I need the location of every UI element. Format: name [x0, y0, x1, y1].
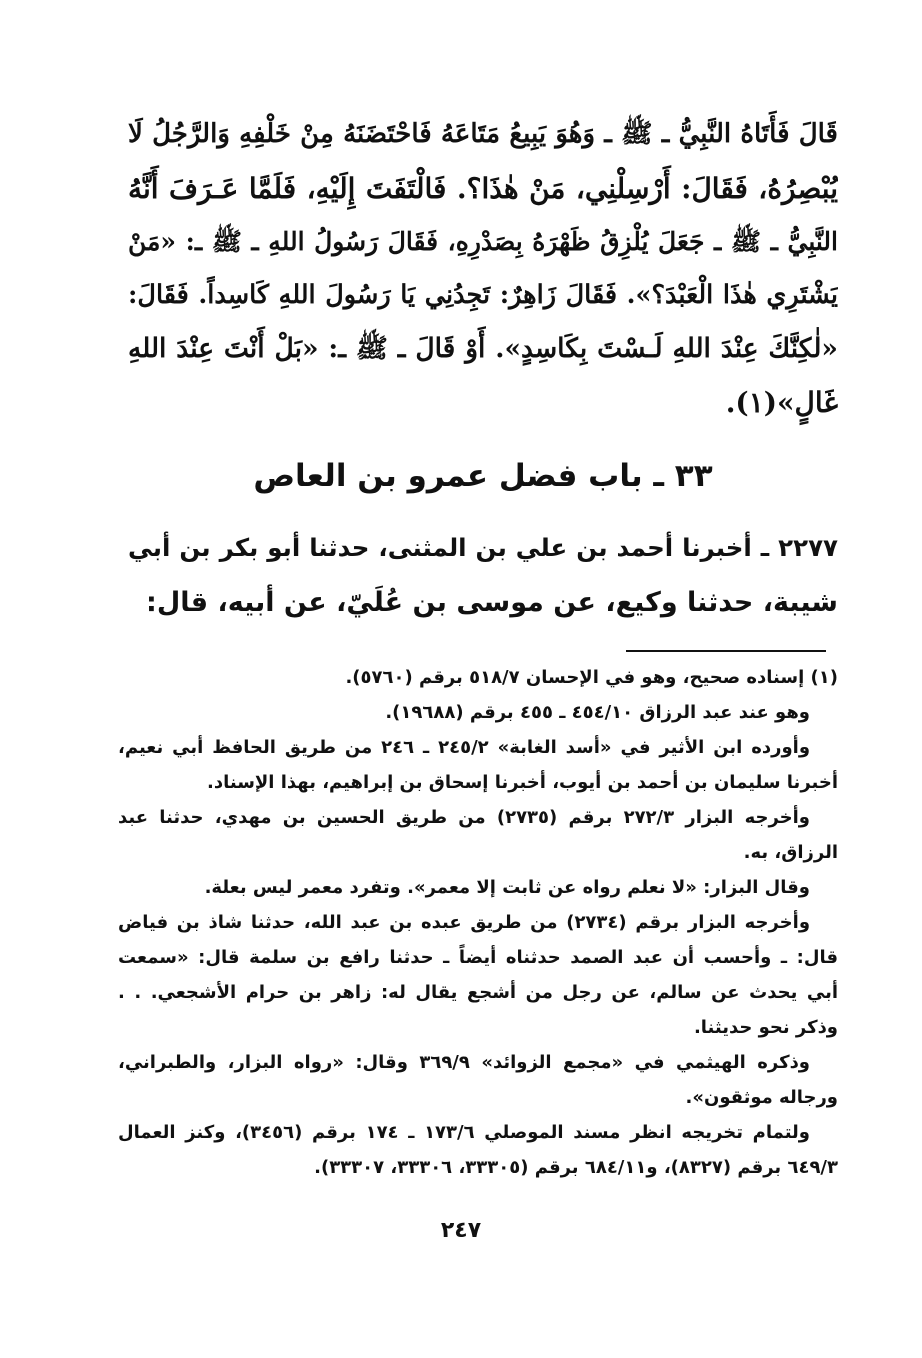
footnote-line: وذكره الهيثمي في «مجمع الزوائد» ٣٦٩/٩ وقال: «رواه البزار، والطبراني،: [118, 1052, 810, 1073]
text-line: النَّبِيُّ ـ ﷺ ـ جَعَلَ يُلْزِقُ ظَهْرَهُ بِصَدْرِهِ، فَقَالَ رَسُولُ اللهِ ـ ﷺ ـ: «مَنْ: [128, 227, 838, 256]
text-line: «لٰكِنَّكَ عِنْدَ اللهِ لَـسْتَ بِكَاسِدٍ». أَوْ قَالَ ـ ﷺ ـ: «بَلْ أَنْتَ عِنْدَ اللهِ: [128, 333, 838, 364]
footnote-separator: [626, 650, 826, 652]
footnote-line: وذكر نحو حديثنا.: [693, 1017, 838, 1038]
footnote-line: الرزاق، به.: [743, 842, 838, 863]
text-line: يَشْتَرِي هٰذَا الْعَبْدَ؟». فَقَالَ زَاهِرٌ: تَجِدُنِي يَا رَسُولَ اللهِ كَاسِداً. فَقَالَ:: [128, 279, 838, 310]
footnote-line: وقال البزار: «لا نعلم رواه عن ثابت إلا معمر». وتفرد معمر ليس بعلة.: [204, 877, 810, 898]
footnotes: [118, 660, 838, 1185]
narrative-text: [128, 108, 838, 429]
footnote-line: وأخرجه البزار برقم (٢٧٣٤) من طريق عبده بن عبد الله، حدثنا شاذ بن فياض: [118, 912, 811, 933]
hadith-line: شيبة، حدثنا وكيع، عن موسى بن عُلَيّ، عن أبيه، قال:: [146, 587, 838, 618]
footnote-line: قال: ـ وأحسب أن عبد الصمد حدثناه أيضاً ـ حدثنا رافع بن سلمة قال: «سمعت: [118, 947, 838, 968]
text-line: يُبْصِرُهُ، فَقَالَ: أَرْسِلْنِي، مَنْ هٰذَا؟. فَالْتَفَتَ إِلَيْهِ، فَلَمَّا عَـرَفَ أَنَّهُ: [128, 171, 838, 205]
hadith-line: ٢٢٧٧ ـ أخبرنا أحمد بن علي بن المثنى، حدثنا أبو بكر بن أبي: [128, 533, 838, 562]
footnote-line: وأورده ابن الأثير في «أسد الغابة» ٢٤٥/٢ ـ ٢٤٦ من طريق الحافظ أبي نعيم،: [118, 737, 811, 758]
footnote-line: (١) إسناده صحيح، وهو في الإحسان ٥١٨/٧ برقم (٥٧٦٠).: [345, 667, 838, 688]
hadith-text: [128, 520, 838, 630]
footnote-line: وأخرجه البزار ٢٧٢/٣ برقم (٢٧٣٥) من طريق الحسين بن مهدي، حدثنا عبد: [118, 807, 810, 828]
text-line: قَالَ فَأَتَاهُ النَّبِيُّ ـ ﷺ ـ وَهُوَ يَبِيعُ مَتَاعَهُ فَاحْتَضَنَهُ مِنْ خَلْفِهِ وَالرَّجُلُ لَا: [128, 119, 838, 149]
footnote-line: أبي يحدث عن سالم، عن رجل من أشجع يقال له: زاهر بن حرام الأشجعي. . .: [118, 982, 838, 1003]
footnote-line: ولتمام تخريجه انظر مسند الموصلي ١٧٣/٦ ـ ١٧٤ برقم (٣٤٥٦)، وكنز العمال: [118, 1122, 810, 1143]
footnote-line: أخبرنا سليمان بن أحمد بن أيوب، أخبرنا إسحاق بن إبراهيم، بهذا الإسناد.: [207, 772, 838, 793]
footnote-line: ٦٤٩/٣ برقم (٨٣٢٧)، و٦٨٤/١١ برقم (٣٣٣٠٥، ٣٣٣٠٦، ٣٣٣٠٧).: [314, 1157, 838, 1178]
footnote-line: وهو عند عبد الرزاق ٤٥٤/١٠ ـ ٤٥٥ برقم (١٩٦٨٨).: [385, 702, 810, 723]
chapter-heading: ٣٣ ـ باب فضل عمرو بن العاص: [253, 458, 713, 494]
footnote-line: ورجاله موثقون».: [685, 1087, 838, 1108]
page-number: ٢٤٧: [440, 1218, 482, 1243]
text-line: غَالٍ»(١).: [725, 385, 838, 419]
